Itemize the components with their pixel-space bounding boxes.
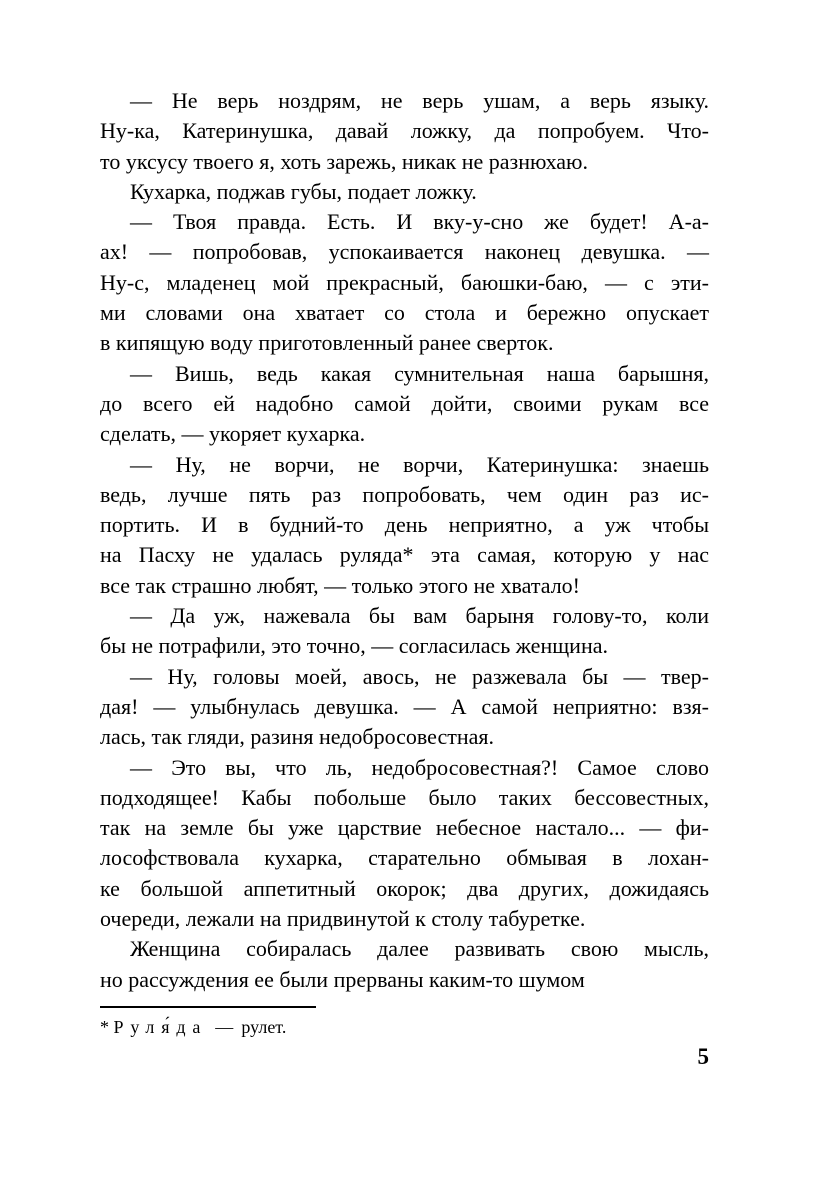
text-line: — Ну, головы моей, авось, не разжевала бы — твер-: [130, 663, 709, 689]
text-line: лась, так гляди, разиня недобросовестная.: [100, 724, 495, 750]
footnote: [100, 1006, 709, 1039]
text-block: [100, 86, 709, 995]
text-line: очереди, лежали на придвинутой к столу табуретке.: [100, 906, 586, 932]
text-line: дая! — улыбнулась девушка. — А самой неприятно: взя-: [100, 693, 709, 719]
text-line: Ну-ка, Катеринушка, давай ложку, да попробуем. Что-: [100, 118, 709, 144]
footnote-rule: [100, 1006, 316, 1008]
text-line: бы не потрафили, это точно, — согласилась женщина.: [100, 633, 608, 659]
text-line: подходящее! Кабы побольше было таких бессовестных,: [100, 784, 709, 810]
text-line: — Твоя правда. Есть. И вку-у-сно же будет! А-а-: [130, 209, 709, 235]
text-line: — Вишь, ведь какая сумнительная наша барышня,: [130, 360, 709, 386]
text-line: сделать, — укоряет кухарка.: [100, 421, 366, 447]
footnote-text: [100, 1015, 709, 1039]
footnote-marker: *: [100, 1017, 109, 1037]
text-line: на Пасху не удалась руляда* эта самая, которую у нас: [100, 542, 709, 568]
text-line: так на земле бы уже царствие небесное настало... — фи-: [100, 815, 709, 841]
text-line: все так страшно любят, — только этого не хватало!: [100, 572, 580, 598]
text-line: — Да уж, нажевала бы вам барыня голову-то, коли: [130, 603, 709, 629]
text-line: ах! — попробовав, успокаивается наконец девушка. —: [100, 239, 709, 265]
text-line: лософствовала кухарка, старательно обмывая в лохан-: [100, 845, 709, 871]
text-line: до всего ей надобно самой дойти, своими рукам все: [100, 390, 709, 416]
text-line: ке большой аппетитный окорок; два других, дожидаясь: [100, 875, 709, 901]
text-line: — Ну, не ворчи, не ворчи, Катеринушка: знаешь: [130, 451, 709, 477]
footnote-dash: —: [215, 1017, 234, 1037]
text-line: в кипящую воду приготовленный ранее сверток.: [100, 330, 554, 356]
text-line: Ну-с, младенец мой прекрасный, баюшки-баю, — с эти-: [100, 269, 709, 295]
footnote-term: Руля́да: [113, 1017, 208, 1037]
text-line: то уксусу твоего я, хоть зарежь, никак не разнюхаю.: [100, 148, 588, 174]
text-line: ми словами она хватает со стола и бережно опускает: [100, 300, 709, 326]
page-number: 5: [697, 1044, 709, 1069]
text-line: но рассуждения ее были прерваны каким-то шумом: [100, 966, 585, 992]
text-line: ведь, лучше пять раз попробовать, чем один раз ис-: [100, 481, 709, 507]
text-line: Кухарка, поджав губы, подает ложку.: [130, 178, 477, 204]
footnote-definition: рулет.: [241, 1017, 287, 1037]
text-line: — Это вы, что ль, недобросовестная?! Самое слово: [130, 754, 709, 780]
text-line: Женщина собиралась далее развивать свою мысль,: [130, 936, 709, 962]
text-line: — Не верь ноздрям, не верь ушам, а верь языку.: [130, 88, 709, 113]
text-line: портить. И в будний-то день неприятно, а уж чтобы: [100, 512, 709, 538]
